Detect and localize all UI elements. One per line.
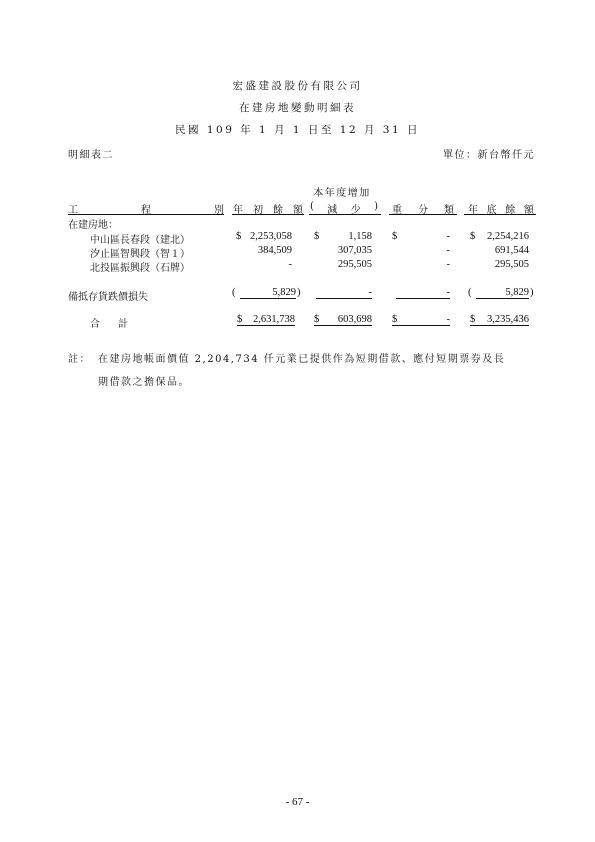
closing-header-rule — [464, 214, 536, 215]
closing-header-char: 餘 — [505, 205, 516, 216]
allowance-reclass-value: - — [396, 287, 450, 299]
currency-symbol: $ — [237, 314, 243, 325]
total-reclass-value: - — [446, 314, 450, 325]
reclass-value: - — [446, 259, 450, 270]
report-title: 在建房地變動明細表 — [239, 102, 356, 114]
total-label-char: 合 — [90, 319, 100, 330]
closing-header-char: 底 — [486, 205, 497, 216]
total-change — [314, 314, 372, 326]
reclass-header-rule — [389, 214, 457, 215]
project-header-char: 程 — [141, 205, 151, 216]
opening-value: 2,253,058 — [250, 231, 292, 242]
total-label — [90, 315, 128, 330]
note-prefix: 註： — [68, 354, 91, 365]
total-closing — [470, 314, 529, 326]
paren-open: ( — [232, 287, 236, 298]
closing-header-char: 年 — [468, 205, 478, 216]
closing-header-char: 額 — [523, 205, 534, 216]
reclass-value: - — [446, 245, 450, 256]
opening-header-char: 年 — [233, 205, 243, 216]
opening-header-rule — [232, 214, 304, 215]
change-column-title: 本年度增加 — [313, 188, 371, 199]
paren-close: ) — [530, 287, 534, 298]
company-name: 宏盛建設股份有限公司 — [232, 80, 363, 92]
reclass-header-char: 重 — [392, 205, 402, 216]
opening-header-char: 餘 — [273, 205, 283, 216]
note-line-1: 在建房地帳面價值 2,204,734 仟元業已提供作為短期借款、應付短期票券及長 — [98, 354, 506, 365]
change-header-rule — [309, 214, 381, 215]
reclass-value: - — [446, 231, 450, 242]
unit-label: 單位：新台幣仟元 — [443, 150, 535, 161]
opening-header-char: 初 — [253, 205, 263, 216]
paren-open: ( — [468, 287, 472, 298]
schedule-label: 明細表二 — [68, 150, 114, 161]
currency-symbol: $ — [470, 231, 476, 242]
report-period: 民國 109 年 1 月 1 日至 12 月 31 日 — [175, 124, 420, 136]
allowance-opening-value: 5,829 — [240, 287, 296, 299]
change-header-char: ( — [310, 201, 314, 212]
currency-symbol: $ — [392, 231, 398, 242]
paren-close: ) — [297, 287, 301, 298]
currency-symbol: $ — [236, 231, 242, 242]
currency-symbol: $ — [470, 314, 476, 325]
row-name: 汐止區智興段（智１） — [90, 249, 190, 260]
closing-value: 691,544 — [494, 245, 529, 256]
section-label: 在建房地： — [68, 220, 118, 231]
currency-symbol: $ — [392, 314, 398, 325]
note-line-2: 期借款之擔保品。 — [98, 377, 190, 388]
total-opening-value: 2,631,738 — [253, 314, 295, 325]
total-opening — [237, 314, 295, 326]
reclass-header-char: 類 — [444, 205, 454, 216]
allowance-change-value: - — [316, 287, 372, 299]
project-header-rule — [68, 214, 224, 215]
total-reclass — [392, 314, 450, 326]
reclass-header-char: 分 — [418, 205, 428, 216]
closing-value: 2,254,216 — [487, 231, 529, 242]
total-closing-value: 3,235,436 — [487, 314, 529, 325]
allowance-label: 備抵存貨跌價損失 — [68, 292, 148, 303]
change-value: 295,505 — [337, 259, 372, 270]
total-label-char: 計 — [118, 319, 128, 330]
change-header-char: 減 — [327, 205, 338, 216]
opening-header-char: 額 — [293, 205, 303, 216]
closing-value: 295,505 — [494, 259, 529, 270]
change-header-char: 少 — [350, 205, 361, 216]
row-name: 北投區振興段（石牌） — [90, 263, 190, 274]
total-change-value: 603,698 — [337, 314, 372, 325]
change-header-char: ) — [374, 201, 378, 212]
change-value: 1,158 — [348, 231, 372, 242]
opening-value: 384,509 — [257, 245, 292, 256]
change-value: 307,035 — [337, 245, 372, 256]
project-header-char: 工 — [68, 205, 78, 216]
row-name: 中山區長春段（建北） — [90, 235, 190, 246]
page-number: - 67 - — [285, 796, 310, 808]
project-header-char: 別 — [214, 205, 224, 216]
currency-symbol: $ — [314, 231, 320, 242]
opening-value: - — [288, 259, 292, 270]
currency-symbol: $ — [314, 314, 320, 325]
allowance-closing-value: 5,829 — [476, 287, 529, 299]
